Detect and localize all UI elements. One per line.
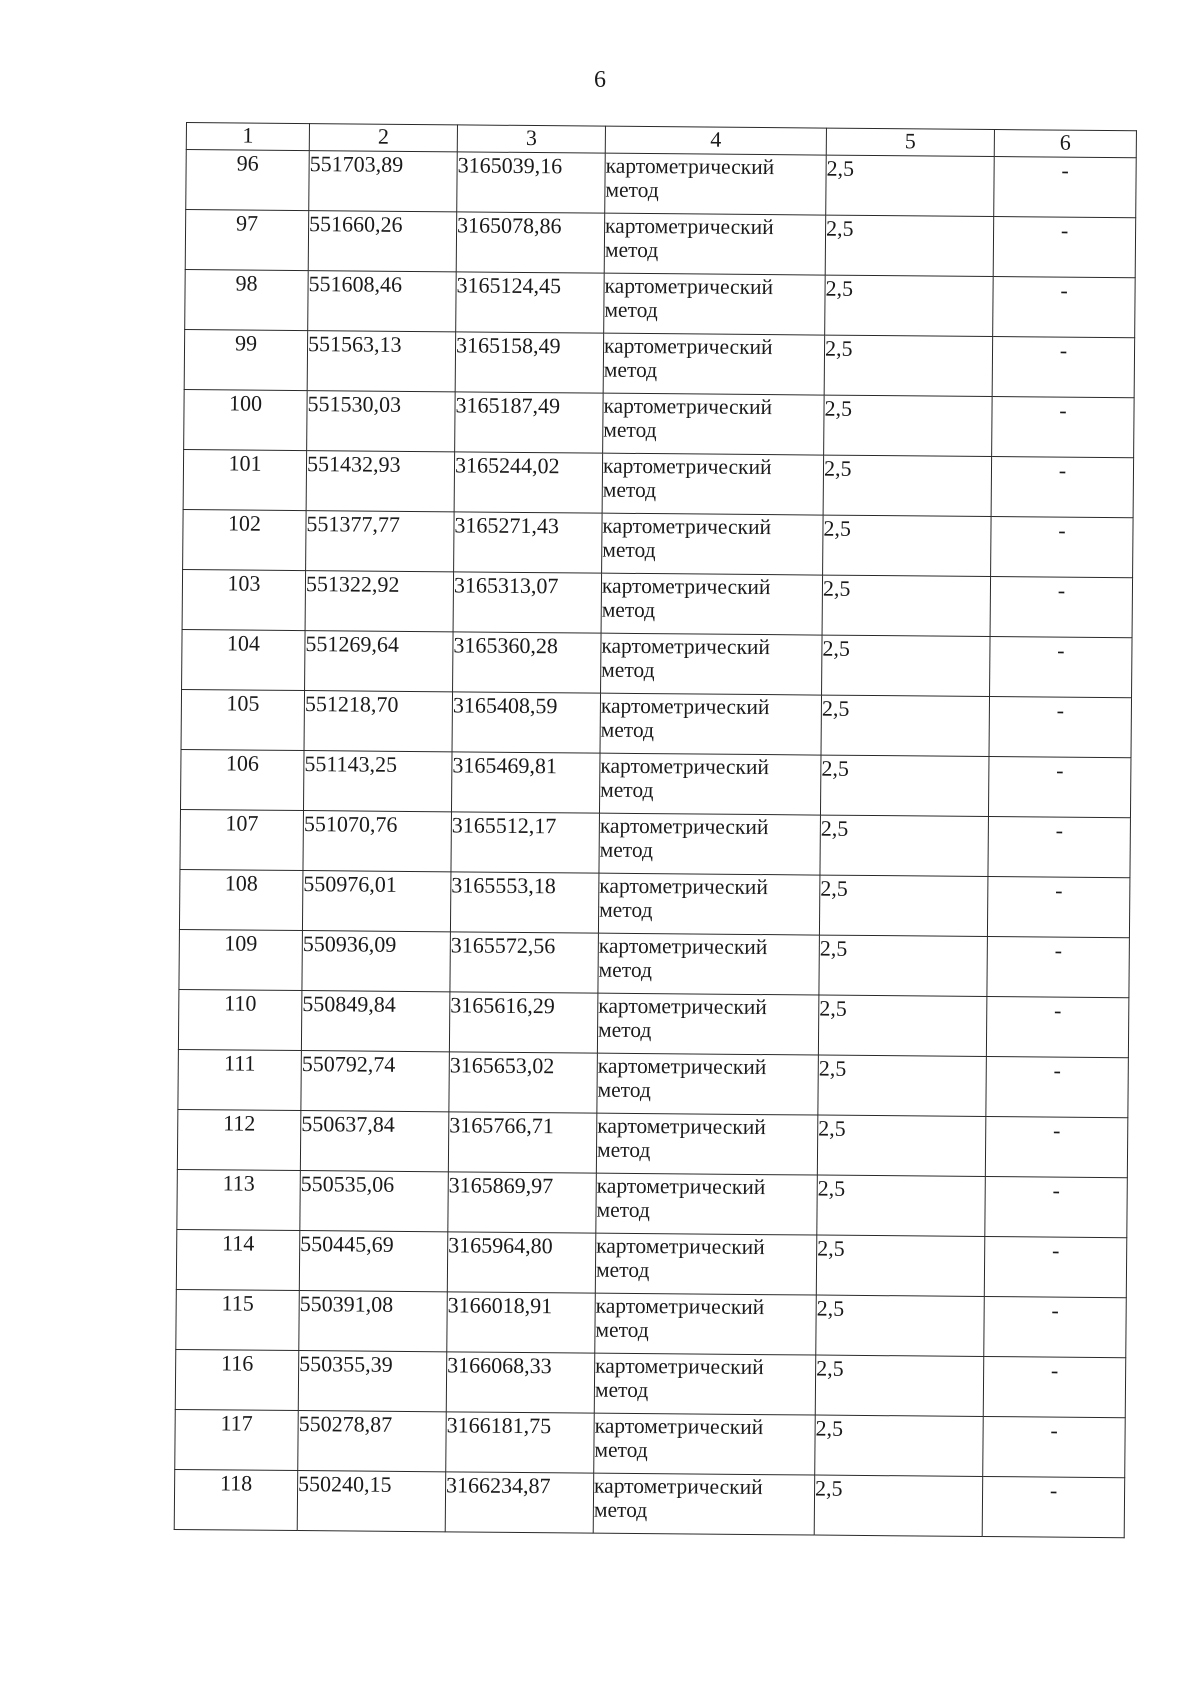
method-line-1: картометрический xyxy=(598,933,768,960)
method-cell xyxy=(596,1173,818,1235)
y-coordinate-cell: 3165313,07 xyxy=(453,572,602,633)
x-coordinate-cell: 551608,46 xyxy=(308,271,457,332)
accuracy-cell: 2,5 xyxy=(825,215,994,276)
y-coordinate-cell: 3165124,45 xyxy=(456,272,605,333)
method-line-2: метод xyxy=(597,1017,652,1043)
description-cell: - xyxy=(988,757,1131,818)
method-line-1: картометрический xyxy=(597,1113,766,1140)
method-line-2: метод xyxy=(593,1497,648,1523)
description-cell: - xyxy=(987,877,1130,938)
method-cell xyxy=(603,393,825,455)
point-number-cell: 102 xyxy=(183,509,307,570)
header-col-3: 3 xyxy=(457,125,605,153)
method-line-2: метод xyxy=(604,237,659,263)
point-number-cell: 97 xyxy=(185,210,309,271)
method-line-1: картометрический xyxy=(594,1473,763,1500)
table-row xyxy=(179,869,1129,937)
description-cell: - xyxy=(992,397,1135,458)
method-line-1: картометрический xyxy=(604,273,774,300)
point-number-cell: 106 xyxy=(181,749,305,810)
method-line-2: метод xyxy=(600,717,655,743)
method-cell xyxy=(595,1293,817,1355)
description-cell: - xyxy=(986,1057,1129,1118)
y-coordinate-cell: 3165653,02 xyxy=(449,1052,598,1113)
accuracy-cell: 2,5 xyxy=(823,515,992,576)
y-coordinate-cell: 3165766,71 xyxy=(448,1112,597,1173)
method-line-2: метод xyxy=(599,837,654,863)
y-coordinate-cell: 3165469,81 xyxy=(451,752,600,813)
method-cell xyxy=(599,753,821,815)
y-coordinate-cell: 3165512,17 xyxy=(451,812,600,873)
accuracy-cell: 2,5 xyxy=(818,1055,987,1116)
point-number-cell: 98 xyxy=(185,269,309,330)
table-row xyxy=(179,929,1129,997)
x-coordinate-cell: 550936,09 xyxy=(302,931,451,992)
accuracy-cell: 2,5 xyxy=(818,995,987,1056)
method-line-2: метод xyxy=(596,1197,650,1223)
y-coordinate-cell: 3165271,43 xyxy=(454,512,603,573)
x-coordinate-cell: 551703,89 xyxy=(309,151,458,212)
y-coordinate-cell: 3165078,86 xyxy=(456,212,605,273)
table-body xyxy=(174,150,1136,1538)
accuracy-cell: 2,5 xyxy=(819,935,988,996)
description-cell: - xyxy=(991,517,1134,578)
x-coordinate-cell: 550792,74 xyxy=(301,1051,450,1112)
method-line-2: метод xyxy=(601,657,655,683)
point-number-cell: 96 xyxy=(186,150,310,211)
y-coordinate-cell: 3165572,56 xyxy=(450,932,599,993)
method-line-2: метод xyxy=(602,477,657,503)
method-cell xyxy=(602,453,824,515)
method-line-1: картометрический xyxy=(595,1293,765,1320)
method-line-2: метод xyxy=(595,1317,649,1343)
method-cell xyxy=(601,633,823,695)
method-line-1: картометрический xyxy=(605,213,774,240)
method-line-2: метод xyxy=(605,177,659,203)
point-number-cell: 110 xyxy=(178,989,302,1050)
x-coordinate-cell: 551377,77 xyxy=(306,511,455,572)
method-cell xyxy=(599,813,821,875)
description-cell: - xyxy=(983,1357,1126,1418)
method-line-1: картометрический xyxy=(605,153,775,180)
x-coordinate-cell: 550355,39 xyxy=(298,1351,447,1412)
x-coordinate-cell: 551218,70 xyxy=(304,691,453,752)
method-cell xyxy=(597,1053,819,1115)
point-number-cell: 117 xyxy=(175,1409,299,1470)
method-cell xyxy=(598,873,820,935)
point-number-cell: 101 xyxy=(183,449,307,510)
point-number-cell: 116 xyxy=(175,1349,299,1410)
method-cell xyxy=(594,1353,816,1415)
method-cell xyxy=(603,333,825,395)
method-line-2: метод xyxy=(603,417,657,443)
method-cell xyxy=(604,273,826,335)
method-cell xyxy=(593,1473,815,1535)
accuracy-cell: 2,5 xyxy=(822,575,991,636)
y-coordinate-cell: 3165244,02 xyxy=(454,452,603,513)
table-row xyxy=(178,1049,1128,1117)
x-coordinate-cell: 550240,15 xyxy=(297,1471,446,1532)
x-coordinate-cell: 550637,84 xyxy=(300,1111,449,1172)
y-coordinate-cell: 3165964,80 xyxy=(447,1232,596,1293)
method-line-1: картометрический xyxy=(602,513,772,540)
description-cell: - xyxy=(989,697,1132,758)
method-line-2: метод xyxy=(594,1437,648,1463)
description-cell: - xyxy=(991,457,1134,518)
accuracy-cell: 2,5 xyxy=(821,695,990,756)
method-line-1: картометрический xyxy=(603,393,773,420)
point-number-cell: 104 xyxy=(182,629,306,690)
method-cell xyxy=(602,513,824,575)
point-number-cell: 118 xyxy=(174,1469,298,1530)
description-cell: - xyxy=(990,577,1133,638)
accuracy-cell: 2,5 xyxy=(817,1175,986,1236)
method-line-2: метод xyxy=(604,297,658,323)
method-line-2: метод xyxy=(599,897,653,923)
method-line-2: метод xyxy=(597,1077,652,1103)
accuracy-cell: 2,5 xyxy=(817,1115,986,1176)
method-cell xyxy=(600,693,822,755)
x-coordinate-cell: 551563,13 xyxy=(307,331,456,392)
description-cell: - xyxy=(982,1477,1125,1538)
table-row xyxy=(183,509,1133,577)
x-coordinate-cell: 550445,69 xyxy=(299,1231,448,1292)
header-col-2: 2 xyxy=(309,124,457,152)
y-coordinate-cell: 3165039,16 xyxy=(457,152,606,213)
point-number-cell: 115 xyxy=(176,1289,300,1350)
accuracy-cell: 2,5 xyxy=(824,335,993,396)
accuracy-cell: 2,5 xyxy=(823,455,992,516)
point-number-cell: 99 xyxy=(184,329,308,390)
y-coordinate-cell: 3165187,49 xyxy=(455,392,604,453)
y-coordinate-cell: 3165360,28 xyxy=(453,632,602,693)
point-number-cell: 108 xyxy=(179,869,303,930)
page-number: 6 xyxy=(594,67,606,93)
table-row xyxy=(176,1289,1126,1357)
point-number-cell: 111 xyxy=(178,1049,302,1110)
point-number-cell: 105 xyxy=(181,689,305,750)
x-coordinate-cell: 551432,93 xyxy=(306,451,455,512)
table-row xyxy=(181,689,1131,757)
y-coordinate-cell: 3165869,97 xyxy=(448,1172,597,1233)
accuracy-cell: 2,5 xyxy=(816,1295,985,1356)
table-row xyxy=(182,629,1132,697)
y-coordinate-cell: 3166068,33 xyxy=(446,1352,595,1413)
method-line-1: картометрический xyxy=(603,333,773,360)
table-row xyxy=(175,1409,1125,1477)
accuracy-cell: 2,5 xyxy=(815,1355,984,1416)
accuracy-cell: 2,5 xyxy=(815,1415,984,1476)
x-coordinate-cell: 551070,76 xyxy=(303,811,452,872)
x-coordinate-cell: 550278,87 xyxy=(298,1411,447,1472)
x-coordinate-cell: 551322,92 xyxy=(305,571,454,632)
x-coordinate-cell: 551660,26 xyxy=(308,211,457,272)
coordinates-table xyxy=(174,122,1137,1538)
table-row xyxy=(183,449,1133,517)
description-cell: - xyxy=(994,157,1137,218)
description-cell: - xyxy=(985,1117,1128,1178)
method-line-1: картометрический xyxy=(597,1053,767,1080)
method-line-2: метод xyxy=(600,777,654,803)
method-line-2: метод xyxy=(594,1377,649,1403)
table-row xyxy=(176,1229,1126,1297)
method-cell xyxy=(605,153,827,215)
method-line-1: картометрический xyxy=(599,873,768,900)
method-line-1: картометрический xyxy=(600,693,770,720)
method-line-1: картометрический xyxy=(598,993,767,1020)
table-row xyxy=(182,569,1132,637)
table-row xyxy=(184,329,1134,397)
accuracy-cell: 2,5 xyxy=(825,275,994,336)
x-coordinate-cell: 550976,01 xyxy=(302,871,451,932)
method-cell xyxy=(596,1113,818,1175)
y-coordinate-cell: 3165158,49 xyxy=(455,332,604,393)
method-line-2: метод xyxy=(596,1137,651,1163)
method-cell xyxy=(595,1233,817,1295)
table-row xyxy=(180,809,1130,877)
point-number-cell: 103 xyxy=(182,569,306,630)
x-coordinate-cell: 551530,03 xyxy=(307,391,456,452)
method-line-1: картометрический xyxy=(595,1353,764,1380)
method-cell xyxy=(601,573,823,635)
header-col-4: 4 xyxy=(605,126,826,155)
accuracy-cell: 2,5 xyxy=(816,1235,985,1296)
method-line-1: картометрический xyxy=(596,1173,766,1200)
method-line-1: картометрический xyxy=(599,813,769,840)
table-row xyxy=(175,1349,1125,1417)
point-number-cell: 107 xyxy=(180,809,304,870)
method-line-2: метод xyxy=(595,1257,650,1283)
x-coordinate-cell: 550535,06 xyxy=(300,1171,449,1232)
point-number-cell: 100 xyxy=(184,389,308,450)
description-cell: - xyxy=(987,937,1130,998)
description-cell: - xyxy=(983,1417,1126,1478)
table-row xyxy=(177,1109,1127,1177)
accuracy-cell: 2,5 xyxy=(820,815,989,876)
point-number-cell: 112 xyxy=(177,1109,301,1170)
y-coordinate-cell: 3165616,29 xyxy=(449,992,598,1053)
description-cell: - xyxy=(984,1237,1127,1298)
description-cell: - xyxy=(992,337,1135,398)
y-coordinate-cell: 3166181,75 xyxy=(446,1412,595,1473)
method-line-2: метод xyxy=(603,357,658,383)
point-number-cell: 109 xyxy=(179,929,303,990)
method-line-2: метод xyxy=(602,537,656,563)
x-coordinate-cell: 550391,08 xyxy=(299,1291,448,1352)
table-row xyxy=(186,150,1136,218)
method-line-1: картометрический xyxy=(600,753,770,780)
point-number-cell: 114 xyxy=(176,1229,300,1290)
method-line-2: метод xyxy=(598,957,653,983)
table-row xyxy=(184,389,1134,457)
header-col-6: 6 xyxy=(994,130,1136,158)
method-line-2: метод xyxy=(601,597,656,623)
table-row xyxy=(174,1469,1124,1537)
x-coordinate-cell: 551269,64 xyxy=(305,631,454,692)
method-cell xyxy=(594,1413,816,1475)
method-cell xyxy=(598,933,820,995)
accuracy-cell: 2,5 xyxy=(814,1475,983,1536)
method-line-1: картометрический xyxy=(602,453,772,480)
method-line-1: картометрический xyxy=(601,573,771,600)
x-coordinate-cell: 551143,25 xyxy=(303,751,452,812)
accuracy-cell: 2,5 xyxy=(820,755,989,816)
table-row xyxy=(181,749,1131,817)
accuracy-cell: 2,5 xyxy=(822,635,991,696)
y-coordinate-cell: 3165553,18 xyxy=(450,872,599,933)
description-cell: - xyxy=(990,637,1133,698)
description-cell: - xyxy=(993,277,1136,338)
table-row xyxy=(185,210,1135,278)
header-col-5: 5 xyxy=(826,128,994,156)
header-col-1: 1 xyxy=(186,123,309,151)
method-cell xyxy=(604,213,826,275)
table-row xyxy=(185,269,1135,337)
table-row xyxy=(178,989,1128,1057)
accuracy-cell: 2,5 xyxy=(824,395,993,456)
y-coordinate-cell: 3166234,87 xyxy=(445,1472,594,1533)
point-number-cell: 113 xyxy=(177,1169,301,1230)
description-cell: - xyxy=(986,997,1129,1058)
description-cell: - xyxy=(993,217,1136,278)
method-line-1: картометрический xyxy=(596,1233,765,1260)
y-coordinate-cell: 3166018,91 xyxy=(447,1292,596,1353)
y-coordinate-cell: 3165408,59 xyxy=(452,692,601,753)
description-cell: - xyxy=(988,817,1131,878)
method-cell xyxy=(597,993,819,1055)
x-coordinate-cell: 550849,84 xyxy=(301,991,450,1052)
table-row xyxy=(177,1169,1127,1237)
method-line-1: картометрический xyxy=(601,633,771,660)
description-cell: - xyxy=(985,1177,1128,1238)
description-cell: - xyxy=(984,1297,1127,1358)
method-line-1: картометрический xyxy=(594,1413,764,1440)
accuracy-cell: 2,5 xyxy=(819,875,988,936)
accuracy-cell: 2,5 xyxy=(826,155,995,216)
